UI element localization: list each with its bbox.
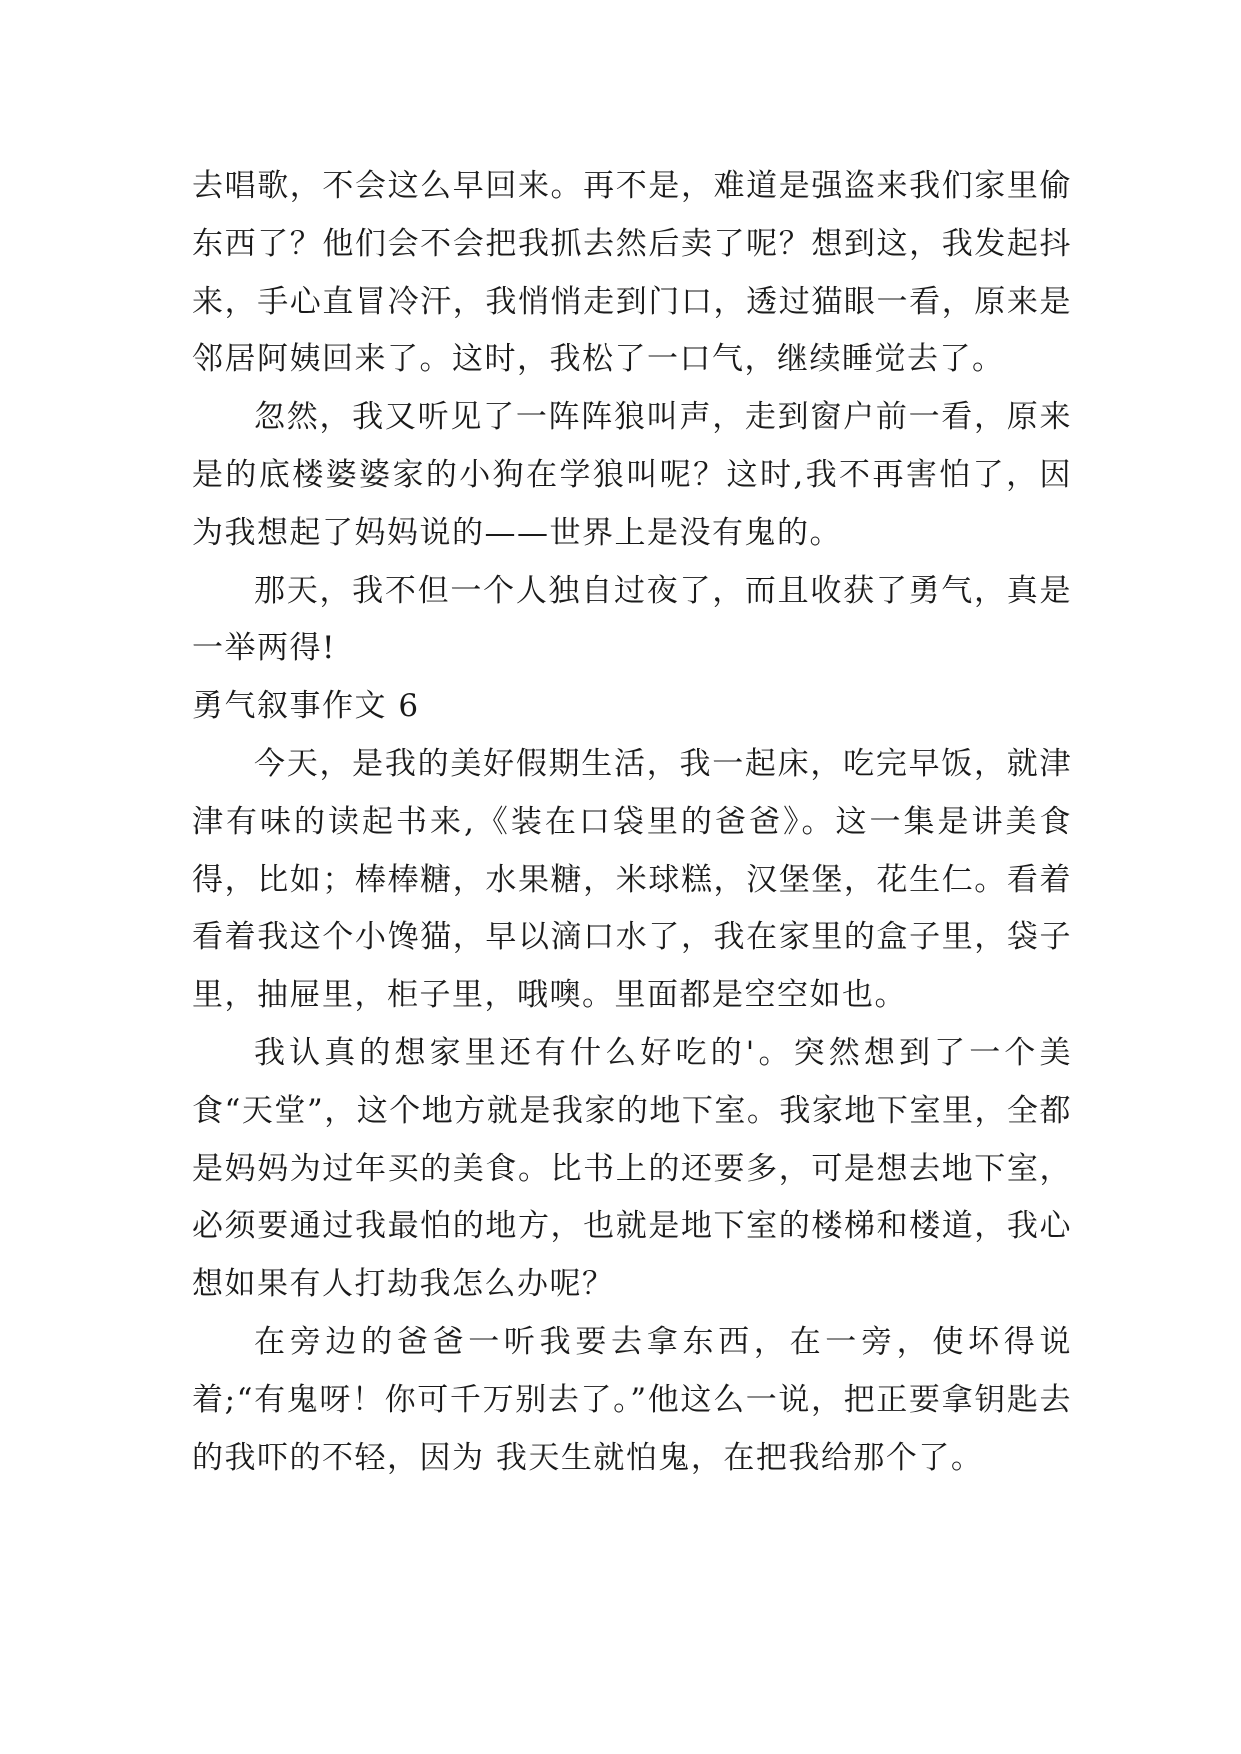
paragraph: 在旁边的爸爸一听我要去拿东西，在一旁，使坏得说着;“有鬼呀！你可千万别去了。”他这么一说，把正要拿钥匙去的我吓的不轻，因为 我天生就怕鬼，在把我给那个了。 xyxy=(192,1323,1072,1476)
paragraph: 去唱歌，不会这么早回来。再不是，难道是强盗来我们家里偷东西了？他们会不会把我抓去然后卖了呢？想到这，我发起抖来，手心直冒冷汗，我悄悄走到门口，透过猫眼一看，原来是邻居阿姨回来了。这时，我松了一口气，继续睡觉去了。 xyxy=(192,168,1072,378)
paragraph: 我认真的想家里还有什么好吃的'。突然想到了一个美食“天堂”，这个地方就是我家的地下室。我家地下室里，全都是妈妈为过年买的美食。比书上的还要多，可是想去地下室，必须要通过我最怕的地方，也就是地下室的楼梯和楼道，我心想如果有人打劫我怎么办呢？ xyxy=(192,1034,1072,1303)
section-title: 勇气叙事作文 6 xyxy=(192,688,420,725)
paragraph: 那天，我不但一个人独自过夜了，而且收获了勇气，真是一举两得! xyxy=(192,572,1072,667)
paragraph: 今天，是我的美好假期生活，我一起床，吃完早饭，就津津有味的读起书来,《装在口袋里的爸爸》。这一集是讲美食得，比如；棒棒糖，水果糖，米球糕，汉堡堡，花生仁。看着看着我这个小馋猫，早以滴口水了，我在家里的盒子里，袋子里，抽屉里，柜子里，哦噢。里面都是空空如也。 xyxy=(192,745,1072,1014)
document-page xyxy=(192,158,1072,1487)
paragraph: 忽然，我又听见了一阵阵狼叫声，走到窗户前一看，原来是的底楼婆婆家的小狗在学狼叫呢？这时,我不再害怕了，因为我想起了妈妈说的——世界上是没有鬼的。 xyxy=(192,399,1072,551)
